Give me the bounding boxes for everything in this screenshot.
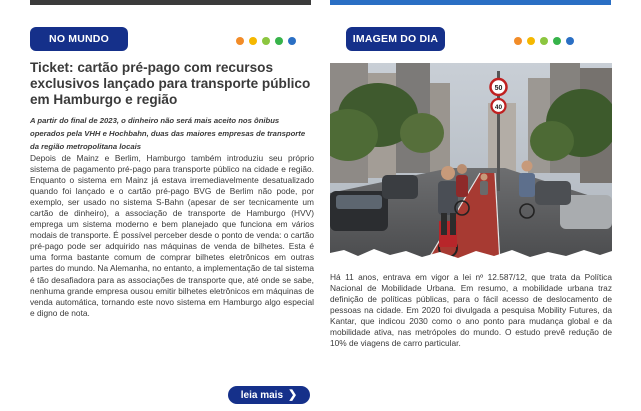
article-title: Ticket: cartão pré-pago com recursos exclusivos lançado para transporte público em Hamburgo e região (30, 60, 311, 107)
photo-of-the-day (330, 63, 612, 263)
read-more-button[interactable] (228, 386, 310, 404)
right-column-top-bar (330, 0, 611, 5)
section-tag-imagem-do-dia: IMAGEM DO DIA (346, 27, 445, 51)
decorative-dots-left (236, 37, 296, 45)
left-column-top-bar (30, 0, 311, 5)
decorative-dots-right (514, 37, 574, 45)
speed-sign-text: 50 (494, 85, 503, 92)
speed-sign-text: 40 (494, 104, 503, 111)
chevron-right-icon: ❯ (288, 388, 298, 401)
dot-icon (540, 37, 548, 45)
dot-icon (288, 37, 296, 45)
photo-caption: Há 11 anos, entrava em vigor a lei nº 12.587/12, que trata da Política Nacional de Mobilidade Urbana. Em resumo, a mobilidade urbana traz definição de políticas públicas, para o fácil acesso de deslocamento de pessoas na cidade. Em 2020 foi divulgada a pesquisa Mobility Futures, da Kantar, que indicou 2030 como o ano ponto para mudança global e da mobilidade ativa, nas metrópoles do mundo. O estudo prevê redução de 10% de viagens de carro particular. (330, 272, 612, 349)
dot-icon (553, 37, 561, 45)
section-tag-no-mundo: NO MUNDO (30, 27, 128, 51)
article-subtitle: A partir do final de 2023, o dinheiro não será mais aceito nos ônibus operados pela VHH e Hochbahn, duas das maiores empresas de transporte da região metropolitana locais (30, 116, 306, 151)
dot-icon (566, 37, 574, 45)
dot-icon (236, 37, 244, 45)
article-body: Depois de Mainz e Berlim, Hamburgo também introduziu seu próprio sistema de pagamento pré-pago para transporte público na cidade e região. Enquanto o sistema em Mainz já estava irremediavelmente desatualizado quando foi lançado e o cartão pré-pago BVG de Berlim não pode, por exemplo, ser usado no sistema S-Bahn (apesar de ser tecnicamente um cartão de dinheiro), a associação de transporte de Hamburgo (HVV) emprega um sistema moderno e bem planejado que funciona em vários modais de transporte. É possível perceber desde o ponto de venda: o cartão pré-pago pode ser adquirido nas máquinas de venda de bilhetes. Esta é uma forma bastante comum de comprar bilhetes eletrônicos em outras partes do mundo. Na Alemanha, no entanto, a implementação de tal sistema é tão desafiadora para as associações de transporte que, até onde se sabe, nenhuma grande empresa ousou emitir bilhetes eletrônicos em máquinas de venda automática, tornando este novo sistema em Hamburgo algo especial e digno de nota. (30, 153, 314, 318)
read-more-label: leia mais (240, 389, 284, 401)
dot-icon (514, 37, 522, 45)
dot-icon (527, 37, 535, 45)
dot-icon (275, 37, 283, 45)
dot-icon (249, 37, 257, 45)
dot-icon (262, 37, 270, 45)
